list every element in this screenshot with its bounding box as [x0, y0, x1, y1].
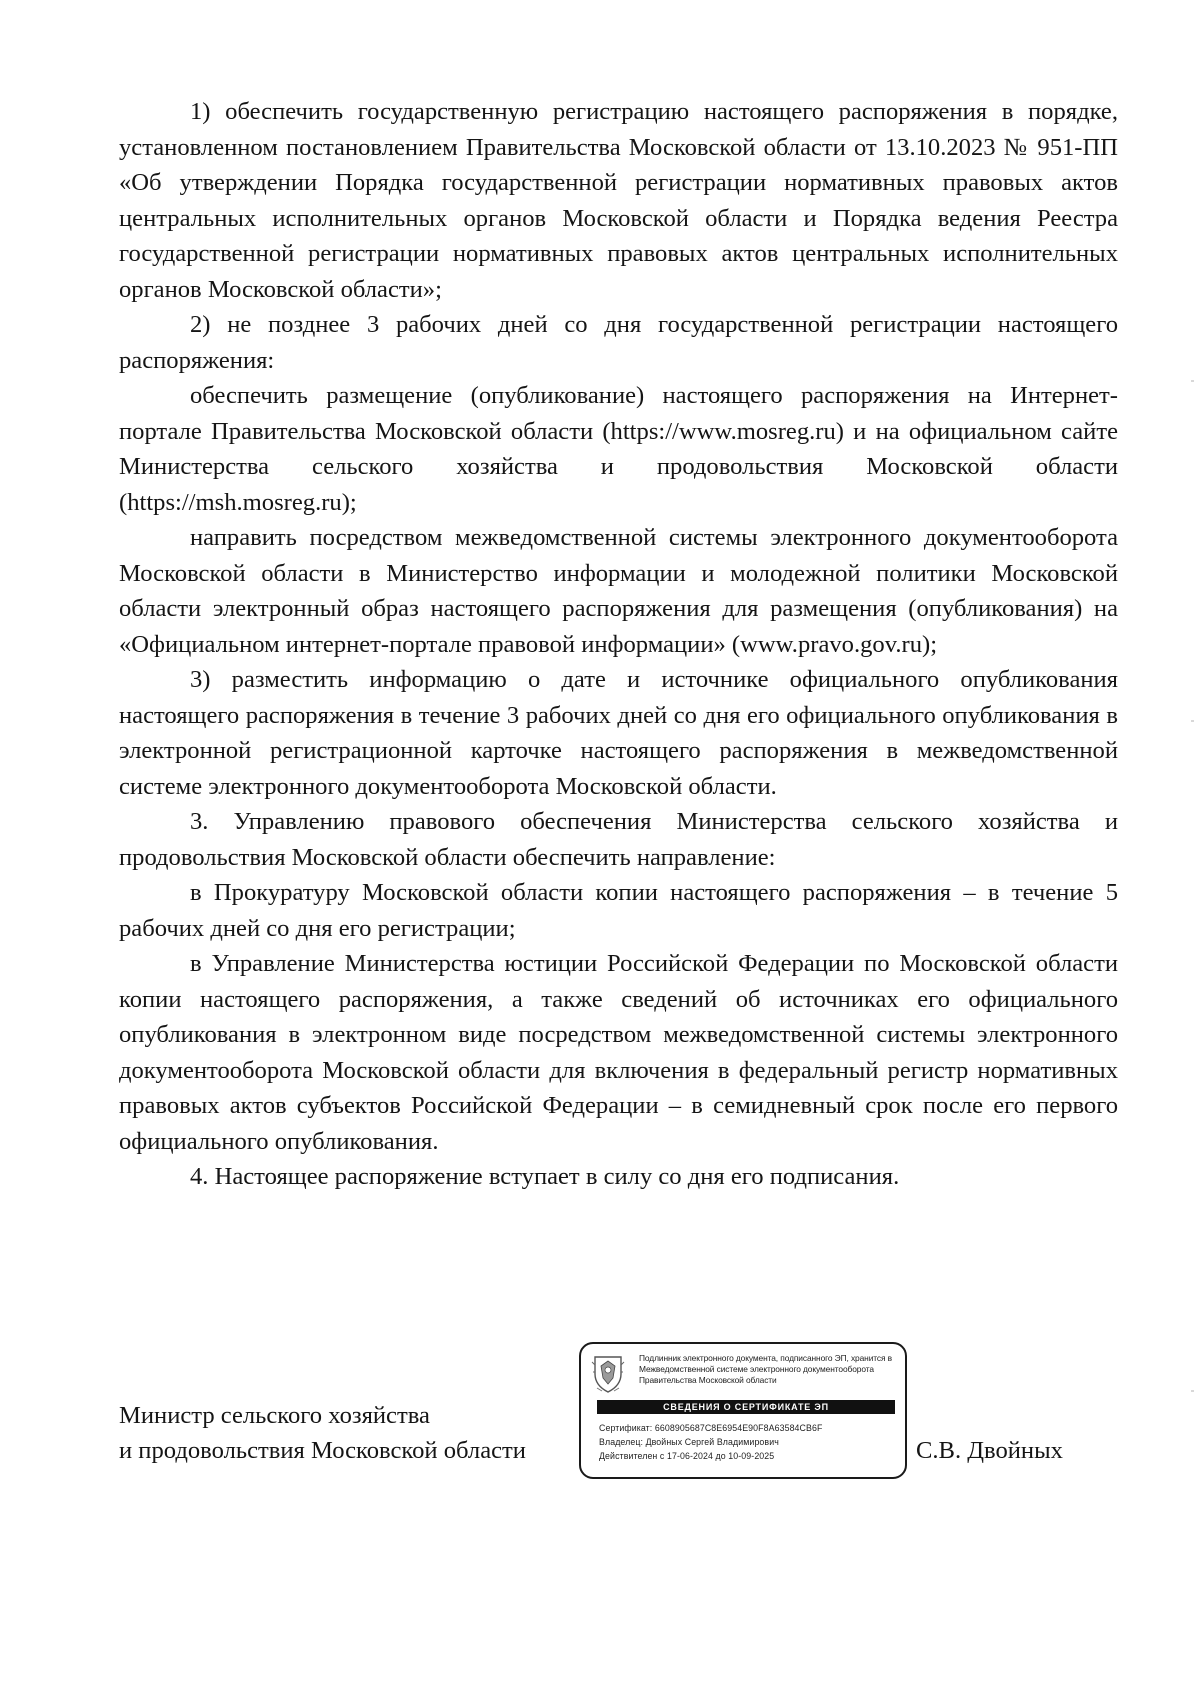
document-body	[119, 94, 1118, 1195]
coat-of-arms-icon	[591, 1354, 625, 1394]
stamp-certificate-details	[599, 1421, 899, 1463]
paragraph-legal-department: 3. Управлению правового обеспечения Министерства сельского хозяйства и продовольствия Московской области обеспечить направление:	[119, 808, 1118, 871]
stamp-certificate-validity: Действителен с 17-06-2024 до 10-09-2025	[599, 1451, 775, 1461]
paragraph-send-to-pravo: направить посредством межведомственной системы электронного документооборота Московской области в Министерство информации и молодежной политики Московской области электронный образ настоящего распоряжения для размещения (опубликования) на «Официальном интернет-портале правовой информации» (www.pravo.gov.ru);	[119, 524, 1118, 658]
scan-noise	[1191, 380, 1194, 382]
signatory-position-line-1: Министр сельского хозяйства	[119, 1402, 430, 1429]
paragraph-publication-deadline: 2) не позднее 3 рабочих дней со дня государственной регистрации настоящего распоряжения:	[119, 311, 1118, 374]
scan-noise	[1191, 1390, 1194, 1392]
signatory-name: С.В. Двойных	[916, 1437, 1063, 1464]
stamp-certificate-header: СВЕДЕНИЯ О СЕРТИФИКАТЕ ЭП	[597, 1400, 895, 1414]
electronic-signature-stamp	[579, 1342, 907, 1479]
paragraph-prosecutor-office: в Прокуратуру Московской области копии настоящего распоряжения – в течение 5 рабочих дней со дня его регистрации;	[119, 879, 1118, 942]
stamp-certificate-owner: Владелец: Двойных Сергей Владимирович	[599, 1437, 779, 1447]
signatory-position-line-2: и продовольствия Московской области	[119, 1437, 526, 1464]
paragraph-publication-info: 3) разместить информацию о дате и источнике официального опубликования настоящего распоряжения в течение 3 рабочих дней со дня его официального опубликования в электронной регистрационной карточке настоящего распоряжения в межведомственной системе электронного документооборота Московской области.	[119, 666, 1118, 800]
paragraph-ministry-of-justice: в Управление Министерства юстиции Российской Федерации по Московской области копии настоящего распоряжения, а также сведений об источниках его официального опубликования в электронном виде посредством межведомственной системы электронного документооборота Московской области для включения в федеральный регистр нормативных правовых актов субъектов Российской Федерации – в семидневный срок после его первого официального опубликования.	[119, 950, 1118, 1155]
scan-noise	[1191, 720, 1194, 722]
signatory-position	[119, 1398, 526, 1468]
paragraph-entry-into-force: 4. Настоящее распоряжение вступает в силу со дня его подписания.	[190, 1163, 900, 1190]
paragraph-state-registration: 1) обеспечить государственную регистрацию настоящего распоряжения в порядке, установленном постановлением Правительства Московской области от 13.10.2023 № 951-ПП «Об утверждении Порядка государственной регистрации нормативных правовых актов центральных исполнительных органов Московской области и Порядка ведения Реестра государственной регистрации нормативных правовых актов центральных исполнительных органов Московской области»;	[119, 98, 1118, 303]
stamp-certificate-number: Сертификат: 6608905687C8E6954E90F8A63584CB6F	[599, 1423, 823, 1433]
paragraph-publish-on-portals: обеспечить размещение (опубликование) настоящего распоряжения на Интернет-портале Правительства Московской области (https://www.mosreg.ru) и на официальном сайте Министерства сельского хозяйства и продовольствия Московской области (https://msh.mosreg.ru);	[119, 382, 1118, 516]
stamp-storage-note: Подлинник электронного документа, подписанного ЭП, хранится в Межведомственной системе электронного документооборота Правительства Московской области	[639, 1353, 893, 1385]
